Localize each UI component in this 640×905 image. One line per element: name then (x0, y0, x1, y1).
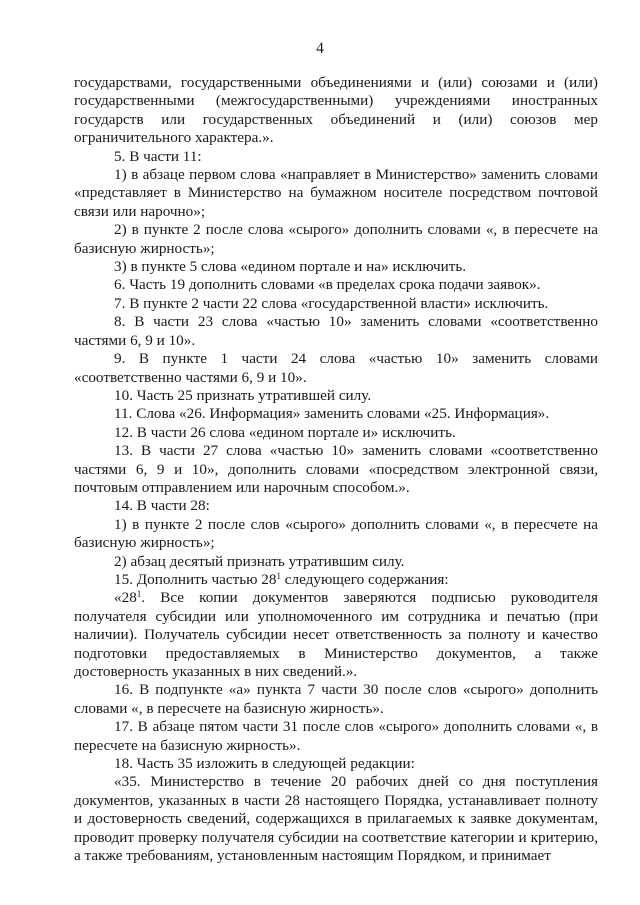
paragraph-text: «28 (114, 589, 137, 607)
paragraph: 12. В части 26 слова «едином портале и» исключить. (114, 423, 456, 441)
paragraph: 7. В пункте 2 части 22 слова «государственной власти» исключить. (114, 294, 549, 312)
paragraph: 17. В абзаце пятом части 31 после слов «сырого» дополнить словами «, в пересчете на базисную жирность». (74, 718, 598, 754)
paragraph: 10. Часть 25 признать утратившей силу. (114, 386, 372, 404)
paragraph: государствами, государственными объединениями и (или) союзами и (или) государственными (межгосударственными) учреждениями иностранных государств или государственных объединений и (или) союзов мер ограничительного характера.». (74, 74, 598, 147)
paragraph-text: 15. Дополнить частью 28 (114, 570, 277, 588)
paragraph: 1) в абзаце первом слова «направляет в Министерство» заменить словами «представляет в Министерство на бумажном носителе посредством почтовой связи или нарочно»; (74, 166, 598, 220)
paragraph: 3) в пункте 5 слова «едином портале и на» исключить. (114, 258, 467, 276)
superscript: 1 (136, 589, 142, 600)
paragraph: 6. Часть 19 дополнить словами «в пределах срока подачи заявок». (114, 276, 541, 294)
paragraph: «35. Министерство в течение 20 рабочих дней со дня поступления документов, указанных в части 28 настоящего Порядка, устанавливает полноту и достоверность сведений, содержащихся в прилагаемых к заявке документам, проводит проверку получателя субсидии на соответствие категории и критерию, а также требованиям, установленным настоящим Порядком, и принимает (74, 773, 598, 865)
paragraph: 16. В подпункте «а» пункта 7 части 30 после слов «сырого» дополнить словами «, в пересчете на базисную жирность». (74, 681, 598, 717)
superscript: 1 (276, 570, 281, 581)
document-body (74, 74, 598, 865)
paragraph: 1) в пункте 2 после слов «сырого» дополнить словами «, в пересчете на базисную жирность»; (74, 515, 598, 552)
paragraph (74, 571, 598, 589)
paragraph: 2) в пункте 2 после слова «сырого» дополнить словами «, в пересчете на базисную жирность»; (74, 221, 598, 257)
paragraph-text: следующего содержания: (280, 570, 449, 588)
paragraph: 11. Слова «26. Информация» заменить словами «25. Информация». (114, 405, 550, 423)
paragraph (74, 589, 598, 681)
paragraph: 8. В части 23 слова «частью 10» заменить словами «соответственно частями 6, 9 и 10». (74, 313, 598, 349)
paragraph-text: . Все копии документов заверяются подписью руководителя получателя субсидии или уполномоченного им сотрудника и печатью (при наличии). Получатель субсидии несет ответственность за полноту и качество подготовки предоставляемых в Министерство документов, а также достоверность указанных в них сведений.». (74, 589, 598, 680)
paragraph: 9. В пункте 1 части 24 слова «частью 10» заменить словами «соответственно частями 6, 9 и 10». (74, 350, 598, 386)
paragraph: 13. В части 27 слова «частью 10» заменить словами «соответственно частями 6, 9 и 10», дополнить словами «посредством электронной связи, почтовым отправлением или нарочным способом.». (74, 442, 598, 496)
paragraph: 5. В части 11: (114, 147, 202, 165)
paragraph: 18. Часть 35 изложить в следующей редакции: (114, 755, 415, 773)
page-number: 4 (316, 40, 324, 57)
paragraph: 14. В части 28: (114, 497, 210, 515)
paragraph: 2) абзац десятый признать утратившим силу. (114, 552, 405, 570)
